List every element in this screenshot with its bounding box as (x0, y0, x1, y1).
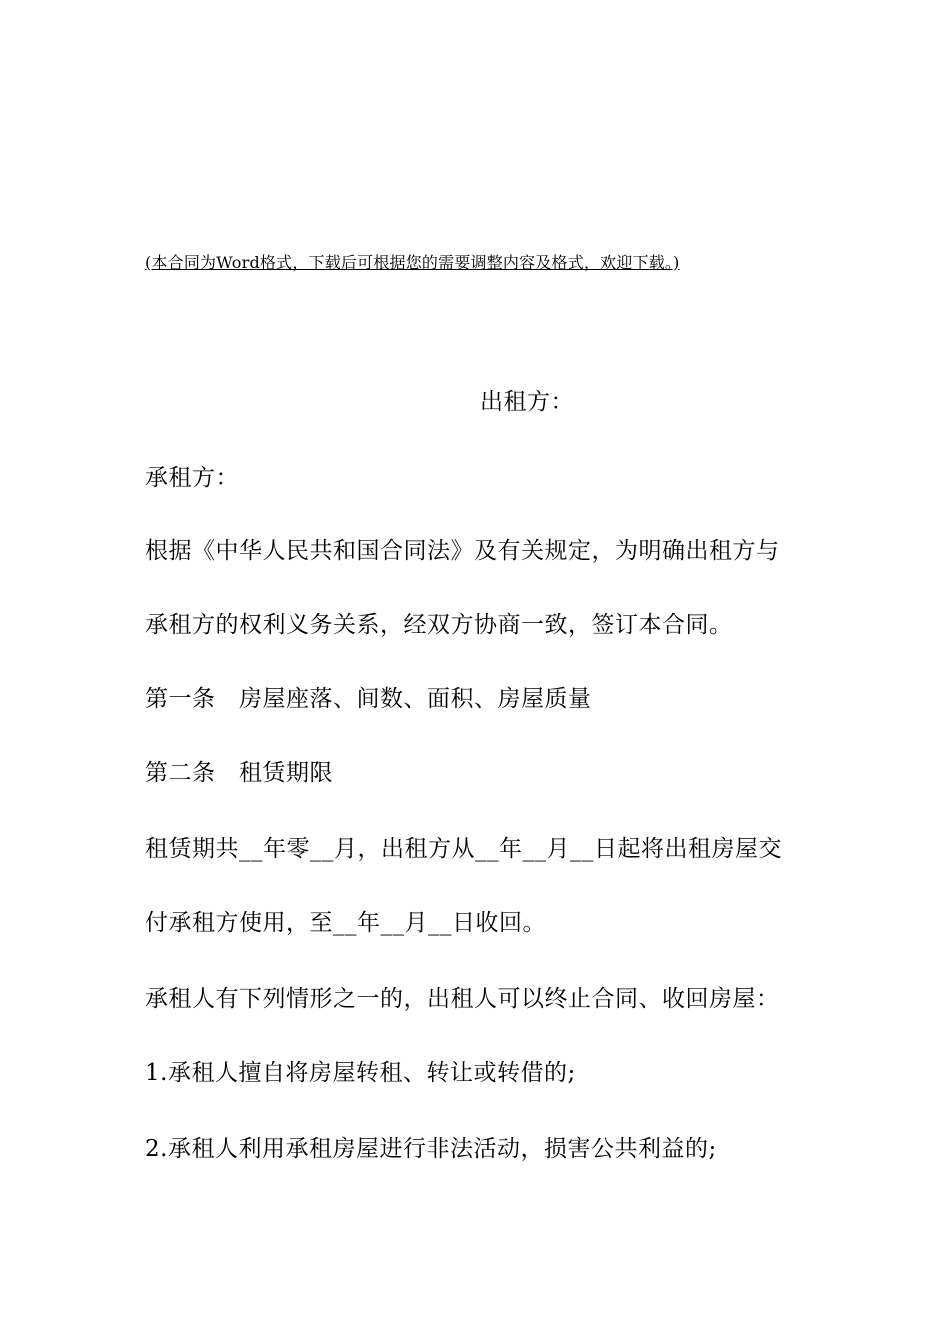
list-item: 1.承租人擅自将房屋转租、转让或转借的; (145, 1060, 576, 1086)
article-one-heading: 第一条 房屋座落、间数、面积、房屋质量 (145, 686, 592, 712)
paragraph-line: 租赁期共__年零__月，出租方从__年__月__日起将出租房屋交 (145, 836, 782, 862)
lessee-label: 承租方： (145, 465, 239, 491)
paragraph-line: 承租人有下列情形之一的，出租人可以终止合同、收回房屋： (145, 986, 780, 1012)
paragraph-line: 承租方的权利义务关系，经双方协商一致，签订本合同。 (145, 612, 733, 638)
download-notice: (本合同为Word格式，下载后可根据您的需要调整内容及格式，欢迎下载。) (145, 253, 680, 272)
list-item: 2.承租人利用承租房屋进行非法活动，损害公共利益的; (145, 1136, 717, 1162)
paragraph-line: 付承租方使用，至__年__月__日收回。 (145, 910, 546, 936)
article-two-heading: 第二条 租赁期限 (145, 760, 333, 786)
paragraph-line: 根据《中华人民共和国合同法》及有关规定，为明确出租方与 (145, 538, 780, 564)
lessor-label: 出租方： (480, 389, 574, 415)
